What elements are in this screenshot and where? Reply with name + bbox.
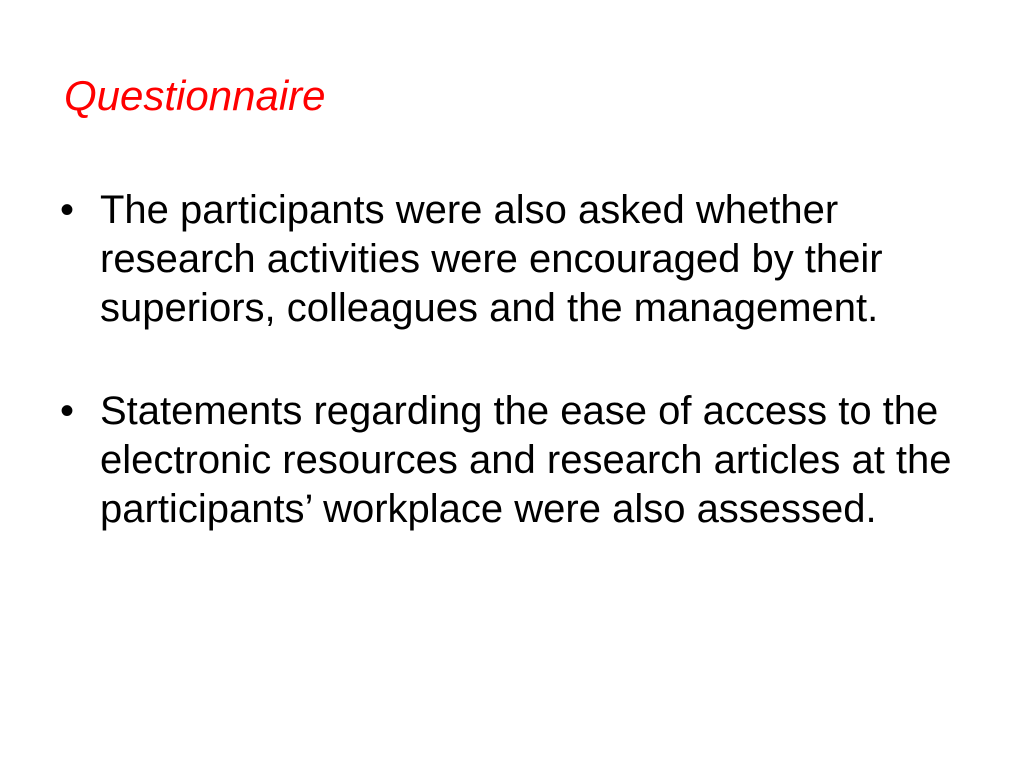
bullet-text: Statements regarding the ease of access to the electronic resources and research articles at the participants’ workplace were also assessed. (100, 389, 952, 531)
bullet-text: The participants were also asked whether research activities were encouraged by their superiors, colleagues and the management. (100, 188, 883, 330)
bullet-icon: • (60, 389, 75, 433)
bullet-list (56, 186, 966, 534)
bullet-item-1 (56, 186, 966, 333)
slide-title: Questionnaire (64, 72, 326, 119)
bullet-item-2 (56, 387, 966, 534)
bullet-icon: • (60, 188, 75, 232)
